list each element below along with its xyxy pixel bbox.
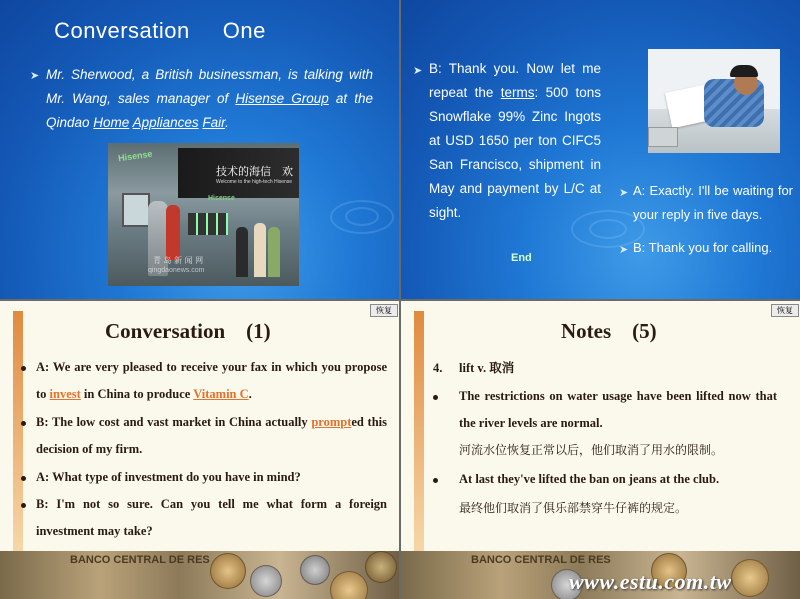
person-figure: [236, 227, 248, 277]
slide-conversation-end: [401, 0, 800, 299]
slide-conversation-1: [0, 301, 399, 599]
coin-icon: [365, 551, 397, 583]
slide-conversation-one: [0, 0, 399, 299]
bullet-dot-icon: [433, 395, 438, 400]
terms-link[interactable]: terms: [500, 85, 535, 100]
orange-sidebar-bar: [414, 311, 424, 551]
hisense-group-link[interactable]: Hisense Group: [235, 91, 329, 106]
desk-phone: [648, 127, 678, 147]
photo-sign-text: 技术的海信 欢: [216, 165, 293, 178]
invest-link[interactable]: invest: [49, 387, 81, 401]
note-heading: lift v. 取消: [459, 361, 515, 375]
home-link[interactable]: Home: [93, 115, 130, 130]
photo-watermark: 青 岛 新 闻 网: [153, 256, 204, 265]
person-figure: [166, 205, 180, 260]
bullet-dot-icon: [21, 421, 26, 426]
photo-brand-text-2: Hisense: [208, 195, 235, 202]
bullet-dot-icon: [433, 478, 438, 483]
bullet-dot-icon: [21, 476, 26, 481]
site-watermark: www.estu.com.tw: [569, 569, 732, 594]
coin-icon: [300, 555, 330, 585]
slide-title: Conversation (1): [105, 319, 271, 343]
arrow-bullet-icon: ➤: [619, 187, 629, 199]
tv-wall: [188, 213, 228, 235]
restore-button[interactable]: 恢复: [370, 304, 398, 317]
slide-notes-5: [401, 301, 800, 599]
vitamin-c-link[interactable]: Vitamin C: [193, 387, 249, 401]
banknotes-coins-footer: [0, 551, 399, 599]
photo-sign-subtext: Welcome to the high-tech Hisense: [216, 179, 293, 185]
thanks-text: B: Thank you for calling.: [633, 240, 773, 255]
banknotes-coins-footer: [401, 551, 800, 599]
arrow-bullet-icon: ➤: [30, 70, 40, 82]
restore-button[interactable]: 恢复: [771, 304, 799, 317]
end-link[interactable]: End: [511, 252, 532, 264]
example-translation-2: 最终他们取消了俱乐部禁穿牛仔裤的规定。: [459, 501, 688, 515]
arrow-bullet-icon: ➤: [619, 244, 629, 256]
dialogue-line-3: A: What type of investment do you have in mind?: [36, 470, 301, 484]
appliances-link[interactable]: Appliances: [132, 115, 199, 130]
man-hair: [730, 65, 758, 77]
dialogue-line-2: B: The low cost and vast market in China actually prompted this decision of my firm.: [36, 415, 387, 456]
hisense-fair-photo: [108, 143, 299, 286]
arrow-bullet-icon: ➤: [413, 65, 423, 77]
fair-link[interactable]: Fair: [202, 115, 226, 130]
dialogue-line-4: B: I'm not so sure. Can you tell me what form a foreign investment may take?: [36, 497, 387, 538]
reply-text: A: Exactly. I'll be waiting for your reply in five days.: [633, 183, 793, 222]
example-sentence-2: At last they've lifted the ban on jeans at the club.: [459, 472, 720, 486]
prompt-link[interactable]: prompt: [311, 415, 352, 429]
banknote-text: BANCO CENTRAL DE RES: [471, 554, 611, 566]
slide-title: Notes (5): [561, 319, 657, 343]
coin-icon: [330, 571, 368, 599]
photo-watermark-url: qingdaonews.com: [148, 267, 205, 274]
orange-sidebar-bar: [13, 311, 23, 551]
coin-icon: [731, 559, 769, 597]
businessman-phone-photo: [648, 49, 780, 153]
bullet-dot-icon: [21, 503, 26, 508]
note-number: 4.: [433, 361, 443, 375]
example-sentence-1: The restrictions on water usage have been lifted now that the river levels are normal.: [459, 389, 777, 430]
example-translation-1: 河流水位恢复正常以后，他们取消了用水的限制。: [459, 443, 724, 457]
dialogue-line-1: A: We are very pleased to receive your fax in which you propose to invest in China to produce Vitamin C.: [36, 360, 387, 401]
tv-screen: [122, 193, 150, 227]
person-figure: [268, 227, 280, 277]
intro-bullet-text: Mr. Sherwood, a British businessman, is talking with Mr. Wang, sales manager of Hisense Group at the Qindao Home Appliances Fair.: [46, 67, 374, 130]
photo-brand-text: Hisense: [117, 148, 154, 164]
bullet-dot-icon: [21, 366, 26, 371]
coin-icon: [210, 553, 246, 589]
banknote-text: BANCO CENTRAL DE RES: [70, 554, 210, 566]
ripple-decoration: [345, 207, 379, 226]
repeat-terms-text: B: Thank you. Now let me repeat the terms: 500 tons Snowflake 99% Zinc Ingots at USD 1650 per ton CIFC5 San Francisco, shipment in May and payment by L/C at sight.: [429, 61, 601, 220]
coin-icon: [250, 565, 282, 597]
person-figure: [254, 223, 266, 277]
slide-title: Conversation One: [54, 18, 266, 43]
